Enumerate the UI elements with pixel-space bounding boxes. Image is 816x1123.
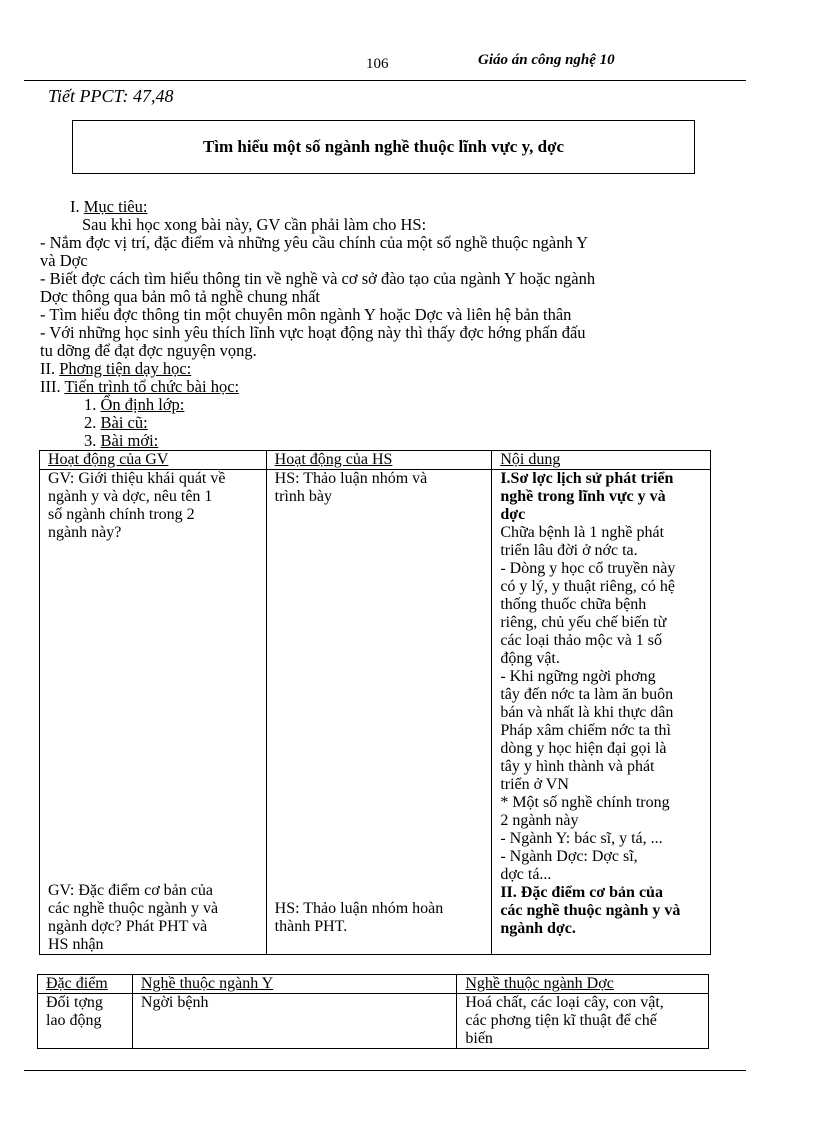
column-header-hs: Hoạt động của HS xyxy=(266,451,492,470)
objectives-intro: Sau khi học xong bài này, GV cần phải làm cho HS: xyxy=(82,215,427,234)
compare-y-cell: Ngời bệnh xyxy=(132,994,456,1049)
objective-line: - Biết đợc cách tìm hiểu thông tin về nghề và cơ sở đào tạo của ngành Y hoặc ngành xyxy=(40,269,596,288)
compare-header-duoc: Nghề thuộc ngành Dợc xyxy=(457,975,709,994)
process-step: 2. Bài cũ: xyxy=(84,413,148,432)
lesson-title: Tìm hiểu một số ngành nghề thuộc lĩnh vực y, dợc xyxy=(202,137,565,156)
means-heading: II. Phơng tiện dạy học: xyxy=(40,359,192,378)
column-header-content: Nội dung xyxy=(492,451,711,470)
teacher-activity-2: GV: Đặc điểm cơ bản của các nghề thuộc ngành y và ngành dợc? Phát PHT và HS nhận xyxy=(48,882,219,953)
objective-line: - Tìm hiểu đợc thông tin một chuyên môn ngành Y hoặc Dợc và liên hệ bản thân xyxy=(40,305,572,324)
objectives-heading: I. Mục tiêu: xyxy=(70,197,148,216)
objective-line: và Dợc xyxy=(40,251,88,270)
process-step: 1. Ổn định lớp: xyxy=(84,395,185,414)
student-activity-1: HS: Thảo luận nhóm và trình bày xyxy=(274,470,428,505)
teacher-activity-1: GV: Giới thiệu khái quát về ngành y và dợc, nêu tên 1 số ngành chính trong 2 ngành này? xyxy=(48,470,226,541)
objective-line: tu dỡng để đạt đợc nguyện vọng. xyxy=(40,341,257,360)
objective-line: Dợc thông qua bản mô tả nghề chung nhất xyxy=(40,287,320,306)
header-rule xyxy=(24,80,746,81)
objective-line: - Với những học sinh yêu thích lĩnh vực hoạt động này thì thấy đợc hớng phấn đấu xyxy=(40,323,586,342)
lesson-body xyxy=(40,198,720,450)
footer-rule xyxy=(24,1070,746,1071)
objective-line: - Nắm đợc vị trí, đặc điểm và những yêu cầu chính của một số nghề thuộc ngành Y xyxy=(40,233,589,252)
activity-table xyxy=(39,450,711,955)
content-cell xyxy=(492,470,711,955)
header-title: Giáo án công nghệ 10 xyxy=(478,52,615,68)
teacher-activity-cell xyxy=(40,470,267,955)
compare-duoc-cell: Hoá chất, các loại cây, con vật, các phơng tiện kĩ thuật để chế biến xyxy=(457,994,709,1049)
compare-header-feature: Đặc điểm xyxy=(38,975,133,994)
comparison-table xyxy=(37,974,709,1049)
column-header-gv: Hoạt động của GV xyxy=(40,451,267,470)
page-number: 106 xyxy=(366,56,389,72)
process-step: 3. Bài mới: xyxy=(84,431,159,450)
content-heading-2: II. Đặc điểm cơ bản của các nghề thuộc ngành y và ngành dợc. xyxy=(500,884,681,937)
student-activity-cell xyxy=(266,470,492,955)
process-heading: III. Tiến trình tổ chức bài học: xyxy=(40,377,240,396)
compare-feature-cell: Đối tợng lao động xyxy=(38,994,133,1049)
content-text: Chữa bệnh là 1 nghề phát triển lâu đời ở nớc ta. - Dòng y học cổ truyền này có y lý, y thuật riêng, có hệ thống thuốc chữa bệnh riêng, chủ yếu chế biến từ các loại thảo mộc và 1 số động vật. - Khi ngững ngời phơng tây đến nớc ta làm ăn buôn bán và nhất là khi thực dân Pháp xâm chiếm nớc ta thì dòng y học hiện đại gọi là tây y hình thành và phát triển ở VN * Một số nghề chính trong 2 ngành này - Ngành Y: bác sĩ, y tá, ... - Ngành Dợc: Dợc sĩ, dợc tá... xyxy=(500,524,676,883)
period-label: Tiết PPCT: 47,48 xyxy=(48,86,174,106)
compare-header-y: Nghề thuộc ngành Y xyxy=(132,975,456,994)
student-activity-2: HS: Thảo luận nhóm hoàn thành PHT. xyxy=(274,900,444,935)
content-heading-1: I.Sơ lợc lịch sử phát triển nghề trong lĩnh vực y và dợc xyxy=(500,470,674,523)
lesson-title-box xyxy=(72,120,695,174)
